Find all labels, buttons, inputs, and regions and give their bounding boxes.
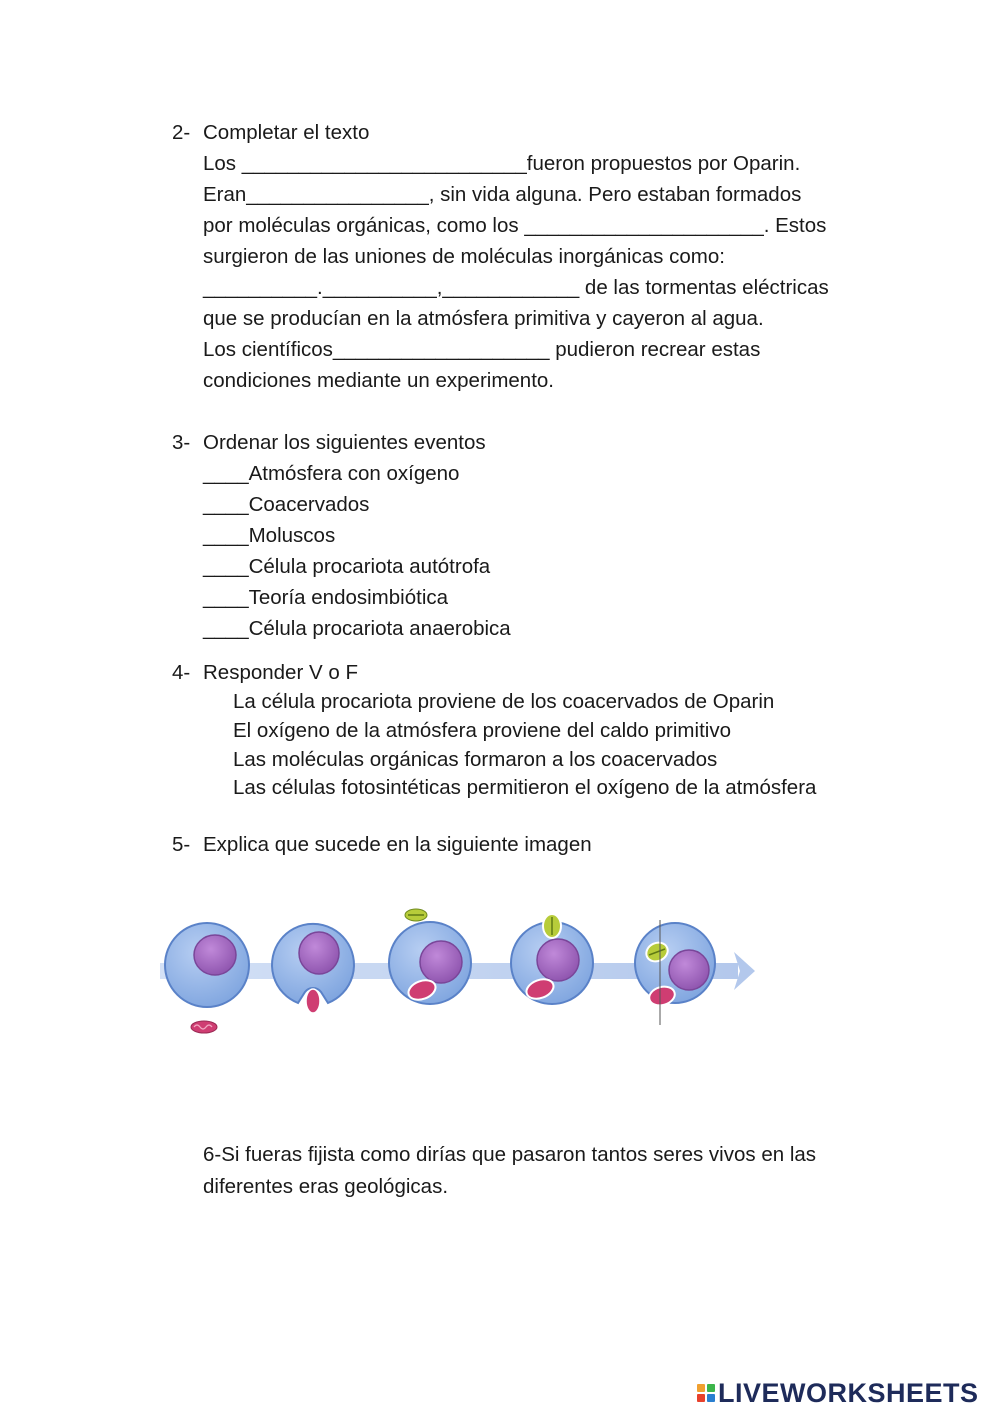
- q4-number: 4-: [172, 661, 191, 684]
- q4-statement[interactable]: La célula procariota proviene de los coacervados de Oparin: [233, 690, 775, 713]
- q5-title: Explica que sucede en la siguiente imagen: [203, 833, 592, 856]
- q6-line: 6-Si fueras fijista como dirías que pasaron tantos seres vivos en las: [203, 1143, 817, 1166]
- q3-title: Ordenar los siguientes eventos: [203, 431, 486, 454]
- logo-wordmark: LIVEWORKSHEETS: [718, 1377, 979, 1408]
- q4-statement[interactable]: Las moléculas orgánicas formaron a los coacervados: [233, 748, 718, 771]
- q2-line: Los _________________________fueron propuestos por Oparin.: [203, 152, 801, 175]
- q4-statement[interactable]: El oxígeno de la atmósfera proviene del caldo primitivo: [233, 719, 731, 742]
- logo-square: [697, 1384, 705, 1392]
- q2-line: condiciones mediante un experimento.: [203, 369, 554, 392]
- q2-title: Completar el texto: [203, 121, 370, 144]
- q3-item[interactable]: ____Célula procariota autótrofa: [203, 555, 491, 578]
- mitochondrion-icon: [191, 1021, 217, 1033]
- q3-item[interactable]: ____Célula procariota anaerobica: [203, 617, 511, 640]
- liveworksheets-logo: [697, 1378, 979, 1408]
- q2-line: __________.__________,____________ de las tormentas eléctricas: [203, 276, 829, 299]
- logo-square: [707, 1384, 715, 1392]
- mitochondrion-icon: [306, 989, 320, 1013]
- q3-number: 3-: [172, 431, 191, 454]
- q2-line: que se producían en la atmósfera primitiva y cayeron al agua.: [203, 307, 764, 330]
- q3-item[interactable]: ____Moluscos: [203, 524, 336, 547]
- logo-square: [697, 1394, 705, 1402]
- chloroplast-icon: [543, 914, 561, 938]
- q2-line: por moléculas orgánicas, como los _____________________. Estos: [203, 214, 827, 237]
- q5-number: 5-: [172, 833, 191, 856]
- logo-mark-icon: [697, 1384, 715, 1402]
- q4-title: Responder V o F: [203, 661, 358, 684]
- q2-line: Los científicos___________________ pudieron recrear estas: [203, 338, 761, 361]
- q2-number: 2-: [172, 121, 191, 144]
- q3-item[interactable]: ____Teoría endosimbiótica: [203, 586, 449, 609]
- chloroplast-icon: [405, 909, 427, 921]
- endosymbiosis-diagram: [158, 900, 758, 1050]
- q2-line: surgieron de las uniones de moléculas inorgánicas como:: [203, 245, 725, 268]
- logo-square: [707, 1394, 715, 1402]
- q2-line: Eran________________, sin vida alguna. Pero estaban formados: [203, 183, 802, 206]
- q4-statement[interactable]: Las células fotosintéticas permitieron el oxígeno de la atmósfera: [233, 776, 817, 799]
- q3-item[interactable]: ____Coacervados: [203, 493, 370, 516]
- cell-stage-1: [165, 923, 249, 1007]
- q6-line: diferentes eras geológicas.: [203, 1175, 449, 1198]
- q3-item[interactable]: ____Atmósfera con oxígeno: [203, 462, 460, 485]
